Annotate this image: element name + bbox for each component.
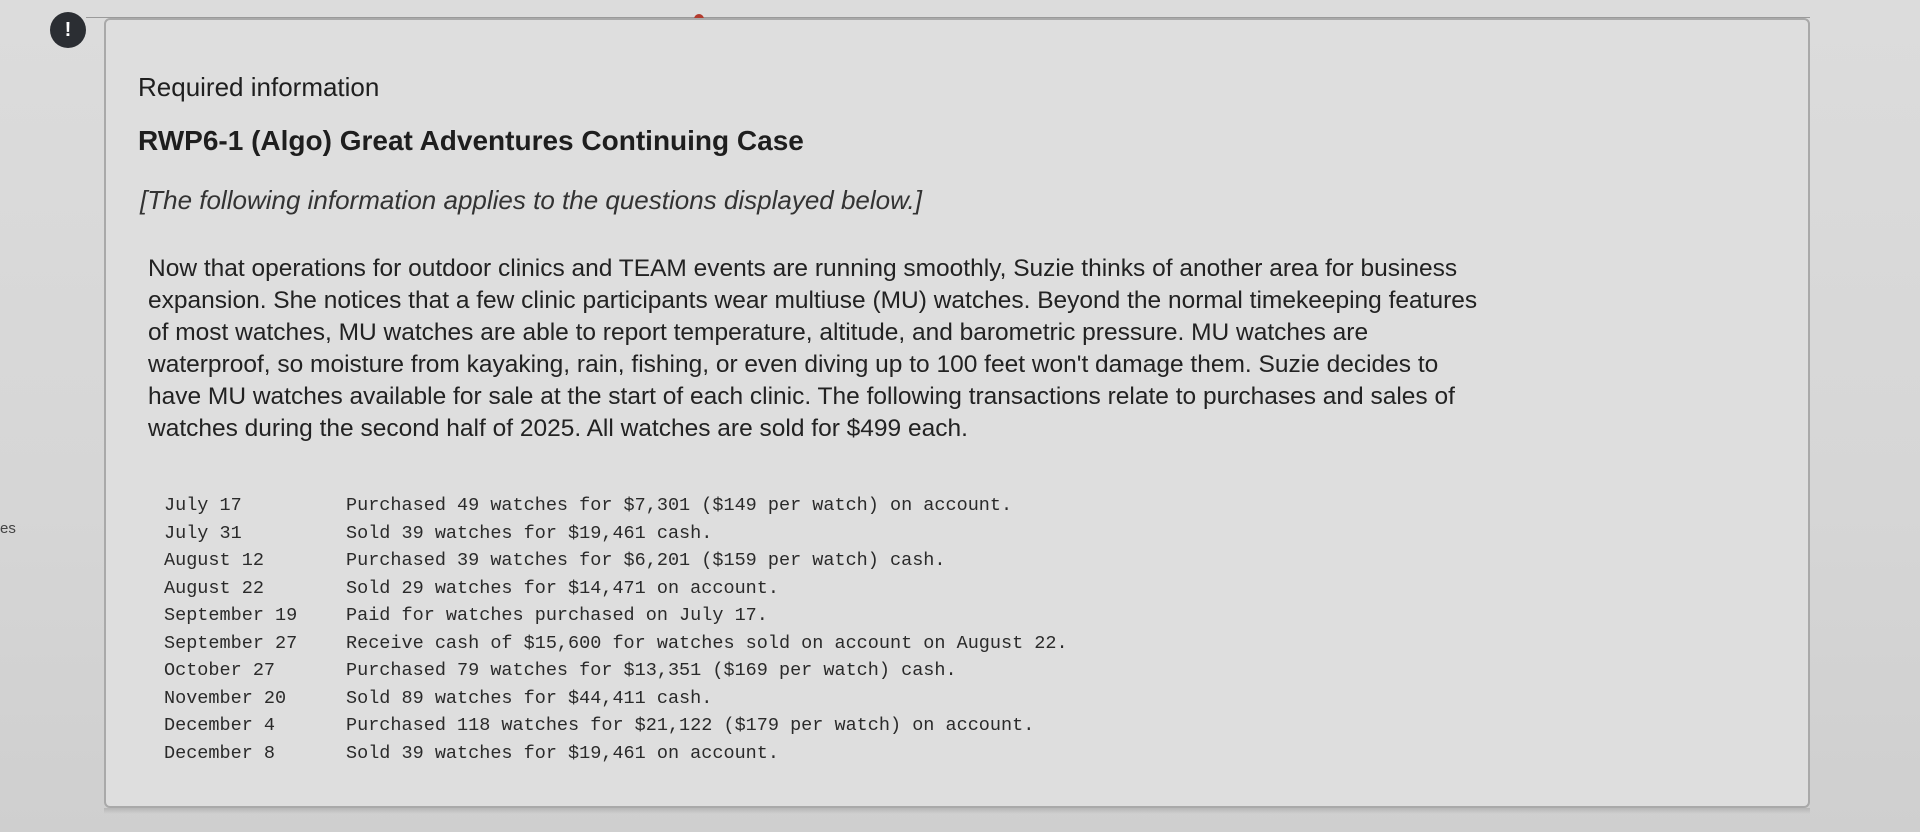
description-line: have MU watches available for sale at the start of each clinic. The following transactions relate to purchases and sales of — [148, 383, 1455, 410]
transaction-description: Sold 39 watches for $19,461 cash. — [346, 522, 713, 544]
table-row — [164, 740, 1068, 768]
transaction-date: July 17 — [164, 495, 242, 517]
transaction-description: Receive cash of $15,600 for watches sold on account on August 22. — [346, 632, 1068, 654]
transaction-date: August 22 — [164, 577, 264, 599]
transaction-date: September 27 — [164, 632, 298, 654]
description-line: expansion. She notices that a few clinic participants wear multiuse (MU) watches. Beyond the normal timekeeping features — [148, 287, 1478, 314]
transaction-description: Purchased 49 watches for $7,301 ($149 per watch) on account. — [346, 495, 1013, 517]
table-row — [164, 520, 1068, 548]
case-description — [148, 253, 1708, 445]
transaction-description: Sold 29 watches for $14,471 on account. — [346, 577, 779, 599]
description-line: of most watches, MU watches are able to report temperature, altitude, and barometric pressure. MU watches are — [148, 319, 1369, 346]
transaction-date: October 27 — [164, 660, 276, 682]
table-row — [164, 602, 1068, 630]
transaction-description: Purchased 118 watches for $21,122 ($179 per watch) on account. — [346, 715, 1035, 737]
transaction-date: August 12 — [164, 550, 264, 572]
table-row — [164, 575, 1068, 603]
table-row — [164, 492, 1068, 520]
table-row — [164, 547, 1068, 575]
description-line: waterproof, so moisture from kayaking, rain, fishing, or even diving up to 100 feet won't damage them. Suzie decides to — [148, 351, 1439, 378]
description-line: Now that operations for outdoor clinics and TEAM events are running smoothly, Suzie thinks of another area for business — [148, 255, 1458, 282]
table-row — [164, 630, 1068, 658]
panel-shadow — [104, 808, 1810, 814]
table-row — [164, 657, 1068, 685]
transaction-date: December 8 — [164, 742, 276, 764]
alert-icon: ! — [50, 12, 86, 48]
description-line: watches during the second half of 2025. All watches are sold for $499 each. — [148, 415, 968, 442]
transaction-description: Purchased 39 watches for $6,201 ($159 per watch) cash. — [346, 550, 946, 572]
case-title: RWP6-1 (Algo) Great Adventures Continuing Case — [138, 125, 804, 156]
table-row — [164, 712, 1068, 740]
transaction-description: Paid for watches purchased on July 17. — [346, 605, 768, 627]
transaction-description: Sold 89 watches for $44,411 cash. — [346, 687, 713, 709]
intro-note: [The following information applies to the questions displayed below.] — [140, 185, 922, 215]
transaction-date: December 4 — [164, 715, 276, 737]
panel-heading: Required information — [138, 72, 380, 102]
transaction-date: July 31 — [164, 522, 242, 544]
transaction-description: Purchased 79 watches for $13,351 ($169 per watch) cash. — [346, 660, 957, 682]
table-row — [164, 685, 1068, 713]
transactions-table — [164, 492, 1068, 767]
required-information-panel — [104, 18, 1810, 808]
left-edge-text: es — [0, 520, 16, 537]
transaction-date: November 20 — [164, 687, 287, 709]
transaction-description: Sold 39 watches for $19,461 on account. — [346, 742, 779, 764]
transaction-date: September 19 — [164, 605, 298, 627]
